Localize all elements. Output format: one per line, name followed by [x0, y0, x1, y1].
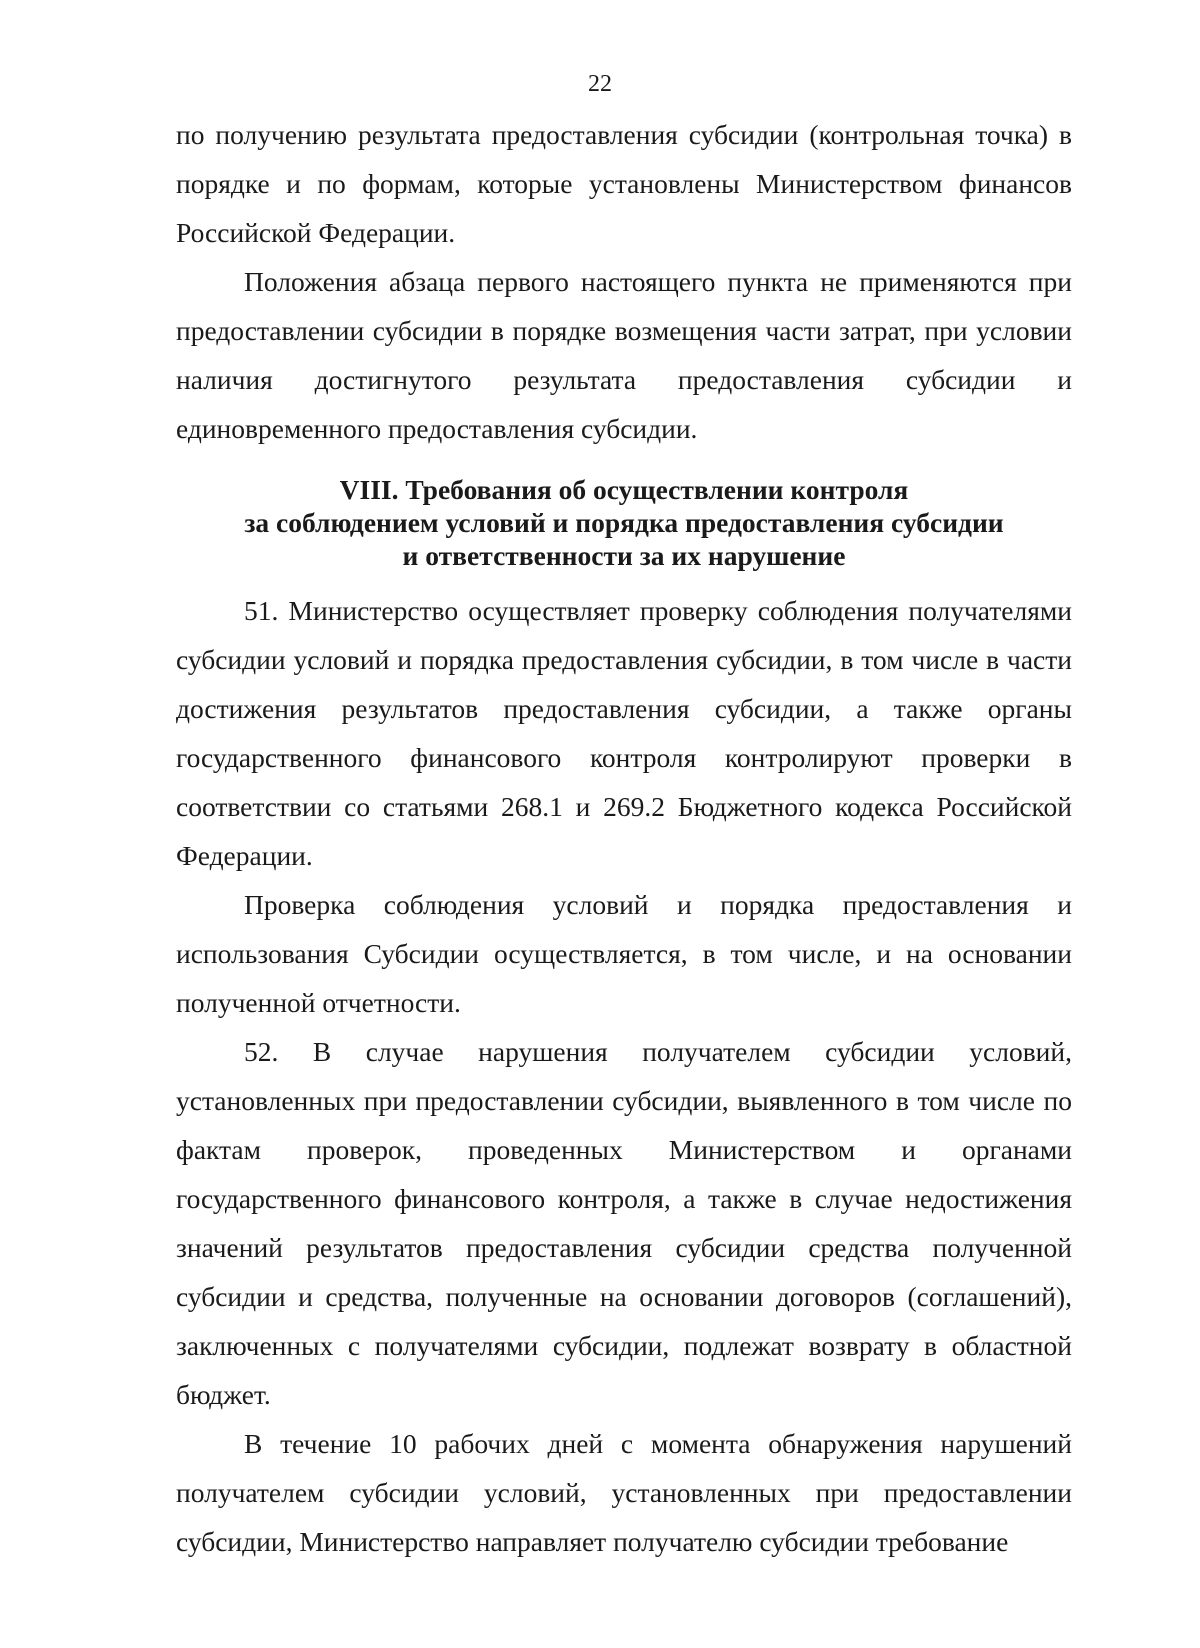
paragraph-item-51: 51. Министерство осуществляет проверку соблюдения получателями субсидии условий и порядка предоставления субсидии, в том числе в части достижения результатов предоставления субсидии, а также органы государственного финансового контроля контролируют проверки в соответствии со статьями 268.1 и 269.2 Бюджетного кодекса Российской Федерации. [176, 595, 1072, 871]
document-body [176, 110, 1072, 1566]
paragraph-verification: Проверка соблюдения условий и порядка предоставления и использования Субсидии осуществляется, в том числе, и на основании полученной отчетности. [176, 889, 1072, 1018]
paragraph-item-52: 52. В случае нарушения получателем субсидии условий, установленных при предоставлении субсидии, выявленного в том числе по фактам проверок, проведенных Министерством и органами государственного финансового контроля, а также в случае недостижения значений результатов предоставления субсидии средства полученной субсидии и средства, полученные на основании договоров (соглашений), заключенных с получателями субсидии, подлежат возврату в областной бюджет. [176, 1036, 1072, 1410]
section-heading-line: за соблюдением условий и порядка предоставления субсидии [244, 507, 1004, 538]
paragraph-exception: Положения абзаца первого настоящего пункта не применяются при предоставлении субсидии в порядке возмещения части затрат, при условии наличия достигнутого результата предоставления субсидии и единовременного предоставления субсидии. [176, 266, 1072, 444]
page-number: 22 [588, 71, 612, 97]
paragraph-deadline: В течение 10 рабочих дней с момента обнаружения нарушений получателем субсидии условий, установленных при предоставлении субсидии, Министерство направляет получателю субсидии требование [176, 1428, 1072, 1557]
section-heading [176, 473, 1072, 572]
section-heading-line: VIII. Требования об осуществлении контроля [339, 474, 909, 505]
paragraph-continuation: по получению результата предоставления субсидии (контрольная точка) в порядке и по формам, которые установлены Министерством финансов Российской Федерации. [176, 119, 1072, 248]
section-heading-line: и ответственности за их нарушение [402, 540, 846, 571]
